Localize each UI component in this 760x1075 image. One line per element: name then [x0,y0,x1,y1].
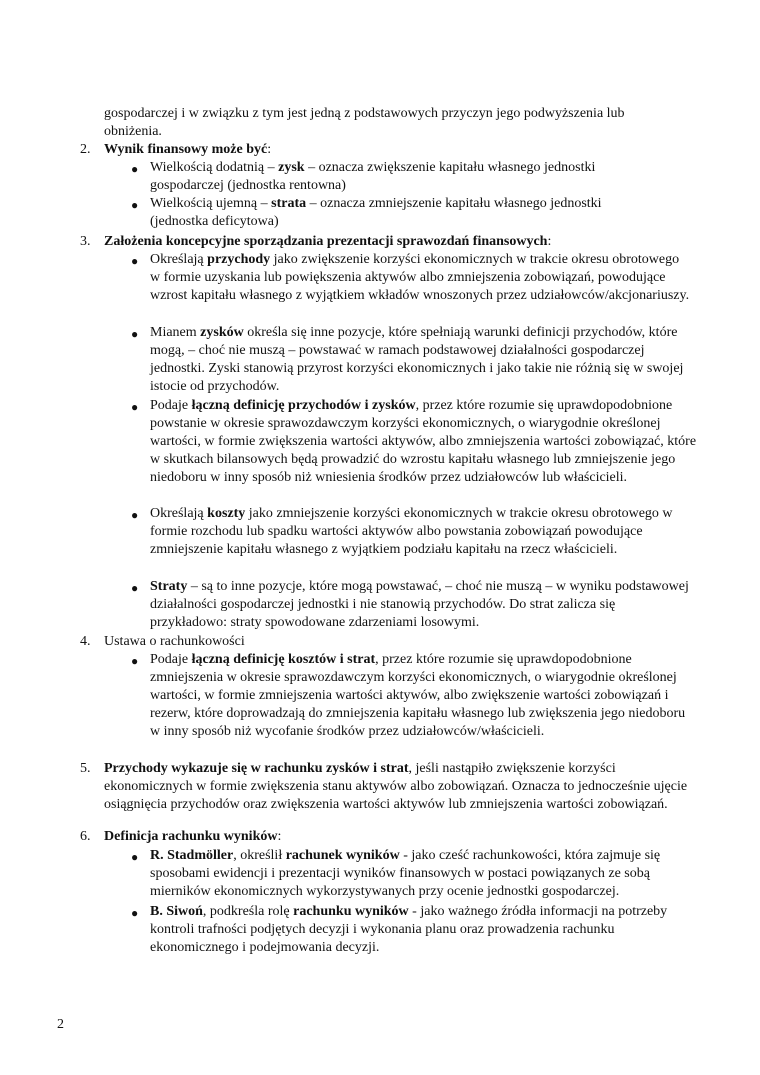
list-heading [104,141,694,159]
list-number: 3. [80,234,91,249]
heading-suffix: , jeśli nastąpiło zwiększenie korzyści ekonomicznych w formie zwiększenia stanu aktywów albo zobowiązań. Oznacza to jednocześnie ujęcie osiągnięcia przychodów oraz zwiększenia wartości aktywów lub zmniejszenia wartości zobowiązań. [104,761,688,812]
bullet-icon: ● [131,850,139,864]
bullet-icon: ● [131,162,139,176]
intro-line: obniżenia. [104,124,162,139]
heading-suffix: : [277,829,282,844]
list-item: Podaje łączną definicję przychodów i zysków, przez które rozumie się uprawdopodobnione powstanie w okresie sprawozdawczym korzyści ekonomicznych, o wiarygodnie określonej wartości, w formie zwiększenia wartości aktywów, albo zmniejszenia wartości zobowiązać, które w skutkach bilansowych będą prowadzić do wzrostu kapitału własnego lub zmniejszenie jego niedoboru w inny sposób niż wniesienia środków przez udziałowców lub właścicieli. [150,398,697,485]
bullet-icon: ● [131,508,139,522]
list-item: Straty – są to inne pozycje, które mogą powstawać, – choć nie muszą – w wyniku podstawowej działalności gospodarczej jednostki i nie stanowią przychodów. Do strat zalicza się przykładowo: straty spowodowane zdarzeniami losowymi. [150,579,689,630]
list-number: 5. [80,761,91,776]
list-item: Wielkością ujemną – strata – oznacza zmniejszenie kapitału własnego jednostki (jednostka deficytowa) [150,196,602,229]
list-item: R. Stadmöller, określił rachunek wyników - jako cześć rachunkowości, która zajmuje się sposobami ewidencji i prezentacji wyników finansowych w postaci powiązanych ze sobą mierników ekonomicznych wykorzystywanych przy ocenie jednostki gospodarczej. [150,848,661,899]
bullet-icon: ● [131,254,139,268]
list-heading [104,828,694,846]
page-number: 2 [57,1017,64,1032]
bullet-icon: ● [131,198,139,212]
heading-bold: Wynik finansowy może być [104,142,268,157]
intro-line: gospodarczej i w związku z tym jest jedną z podstawowych przyczyn jego podwyższenia lub [104,106,625,121]
list-heading: Ustawa o rachunkowości [104,634,245,649]
list-item: Określają koszty jako zmniejszenie korzyści ekonomicznych w trakcie okresu obrotowego w formie rozchodu lub spadku wartości aktywów albo powstania zobowiązań powodujące zmniejszenie kapitału własnego z wyjątkiem podziału kapitału na rzecz właścicieli. [150,506,673,557]
heading-suffix: : [267,142,272,157]
list-item: Podaje łączną definicję kosztów i strat, przez które rozumie się uprawdopodobnione zmniejszenia w okresie sprawozdawczym korzyści ekonomicznych, o wiarygodnie określonej wartości, w formie zmniejszenia wartości aktywów, albo zwiększenie wartości zobowiązań i rezerw, które doprowadzają do zmniejszenia kapitału własnego lub zwiększenia jego niedoboru w inny sposób niż wycofanie środków przez udziałowców/właścicieli. [150,652,686,739]
list-number: 6. [80,829,91,844]
list-item: Określają przychody jako zwiększenie korzyści ekonomicznych w trakcie okresu obrotowego w formie uzyskania lub powiększenia aktywów albo zmniejszenia zobowiązań, powodujące wzrost kapitału własnego z wyjątkiem wkładów wnoszonych przez udziałowców/akcjonariuszy. [150,252,690,303]
bullet-icon: ● [131,906,139,920]
list-item: Wielkością dodatnią – zysk – oznacza zwiększenie kapitału własnego jednostki gospodarczej (jednostka rentowna) [150,160,596,193]
list-heading [104,233,694,251]
bullet-icon: ● [131,654,139,668]
heading-bold: Założenia koncepcyjne sporządzania prezentacji sprawozdań finansowych [104,234,548,249]
bullet-icon: ● [131,581,139,595]
list-number: 2. [80,142,91,157]
list-item: Mianem zysków określa się inne pozycje, które spełniają warunki definicji przychodów, które mogą, – choć nie muszą – powstawać w ramach podstawowej działalności gospodarczej jednostki. Zyski stanowią przyrost korzyści ekonomicznych i jako takie nie różnią się w swojej istocie od przychodów. [150,325,684,394]
heading-bold: Definicja rachunku wyników [104,829,278,844]
list-heading [104,760,694,814]
bullet-icon: ● [131,400,139,414]
bullet-icon: ● [131,327,139,341]
heading-suffix: : [547,234,552,249]
list-item: B. Siwoń, podkreśla rolę rachunku wyników - jako ważnego źródła informacji na potrzeby kontroli trafności podjętych decyzji i wykonania planu oraz prowadzenia rachunku ekonomicznego i podejmowania decyzji. [150,904,668,955]
list-number: 4. [80,634,91,649]
heading-bold: Przychody wykazuje się w rachunku zysków i strat [104,761,409,776]
